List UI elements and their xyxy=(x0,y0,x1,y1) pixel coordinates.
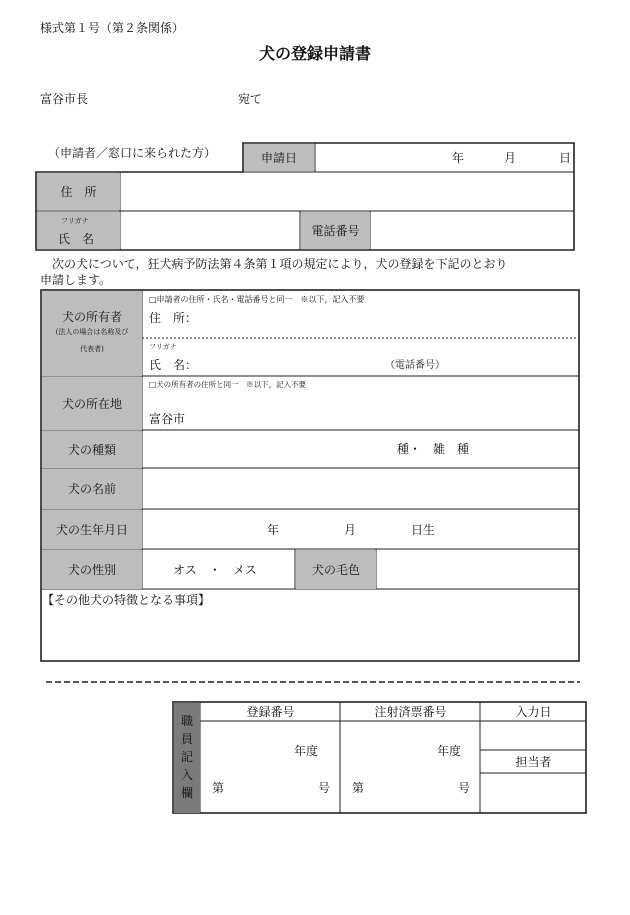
owner-same-checkbox[interactable]: □申請者の住所・氏名・電話番号と同一 ※以下，記入不要 xyxy=(149,295,365,304)
page-title: 犬の登録申請書 xyxy=(258,44,371,63)
birthdate-label: 犬の生年月日 xyxy=(42,510,142,549)
owner-label-cell xyxy=(42,291,142,376)
form-number: 様式第１号（第２条関係） xyxy=(40,21,185,35)
day-unit: 日 xyxy=(559,151,572,165)
dog-name-label: 犬の名前 xyxy=(42,469,142,509)
location-city: 富谷市 xyxy=(149,412,186,426)
location-field[interactable] xyxy=(190,406,575,428)
owner-phone-label: （電話番号） xyxy=(385,360,445,371)
reg-no-header: 登録番号 xyxy=(246,705,295,719)
applicant-furigana: フリガナ xyxy=(61,217,89,225)
inj-nendo: 年度 xyxy=(437,744,462,758)
applicant-name-label: 氏 名 xyxy=(58,232,95,246)
coat-color-field[interactable] xyxy=(377,550,578,589)
addressee-mayor: 富谷市長 xyxy=(40,92,89,106)
statement-line-2: 申請します。 xyxy=(40,273,112,287)
applicant-address-label: 住 所 xyxy=(37,173,120,210)
applicant-label: （申請者／窓口に来られた方） xyxy=(48,146,217,160)
reg-nendo: 年度 xyxy=(294,744,319,758)
owner-name-field[interactable] xyxy=(200,355,380,375)
breed-value[interactable]: 種・ 雑 種 xyxy=(397,442,470,456)
other-features-field[interactable] xyxy=(42,612,578,660)
dog-name-field[interactable] xyxy=(143,469,578,509)
owner-name-label: 氏 名： xyxy=(149,358,198,372)
birth-day-unit: 日生 xyxy=(411,523,436,537)
reg-go: 号 xyxy=(318,781,331,795)
applicant-name-field[interactable] xyxy=(121,212,299,249)
location-same-checkbox[interactable]: □犬の所有者の住所と同一 ※以下，記入不要 xyxy=(149,380,307,389)
owner-note-2: 代表者) xyxy=(80,345,104,353)
year-unit: 年 xyxy=(452,151,465,165)
owner-address-field[interactable] xyxy=(200,308,575,334)
addressee-ate: 宛て xyxy=(238,92,263,106)
applicant-phone-field[interactable] xyxy=(371,212,573,249)
reg-dai: 第 xyxy=(212,781,225,795)
other-features-label: 【その他犬の特徴となる事項】 xyxy=(42,593,211,607)
owner-note-1: (法人の場合は名称及び xyxy=(55,328,129,336)
sex-options[interactable]: オス ・ メス xyxy=(173,563,257,577)
applicant-name-label-cell xyxy=(37,212,120,249)
breed-label: 犬の種類 xyxy=(42,431,142,468)
owner-address-label: 住 所： xyxy=(149,311,198,325)
person-in-charge-label: 担当者 xyxy=(515,755,552,769)
birth-month-unit: 月 xyxy=(344,523,357,537)
input-date-header: 入力日 xyxy=(515,705,552,719)
birthdate-field[interactable] xyxy=(143,510,578,549)
applicant-phone-label: 電話番号 xyxy=(301,212,370,249)
breed-field[interactable] xyxy=(143,431,393,468)
birth-year-unit: 年 xyxy=(267,523,280,537)
inj-dai: 第 xyxy=(352,781,365,795)
coat-color-label: 犬の毛色 xyxy=(296,550,376,589)
sex-label: 犬の性別 xyxy=(42,550,142,589)
inj-no-header: 注射済票番号 xyxy=(374,705,447,719)
applicant-address-field[interactable] xyxy=(121,173,573,210)
owner-furigana: フリガナ xyxy=(149,343,177,351)
location-label: 犬の所在地 xyxy=(42,377,142,430)
application-date-label: 申請日 xyxy=(244,144,314,171)
owner-label: 犬の所有者 xyxy=(61,310,122,324)
statement-line-1: 次の犬について，狂犬病予防法第４条第１項の規定により，犬の登録を下記のとおり xyxy=(52,257,508,271)
inj-go: 号 xyxy=(458,781,471,795)
application-date-field[interactable] xyxy=(316,144,573,171)
staff-side-label: 職 員 記 入 欄 xyxy=(174,703,200,813)
month-unit: 月 xyxy=(504,151,517,165)
